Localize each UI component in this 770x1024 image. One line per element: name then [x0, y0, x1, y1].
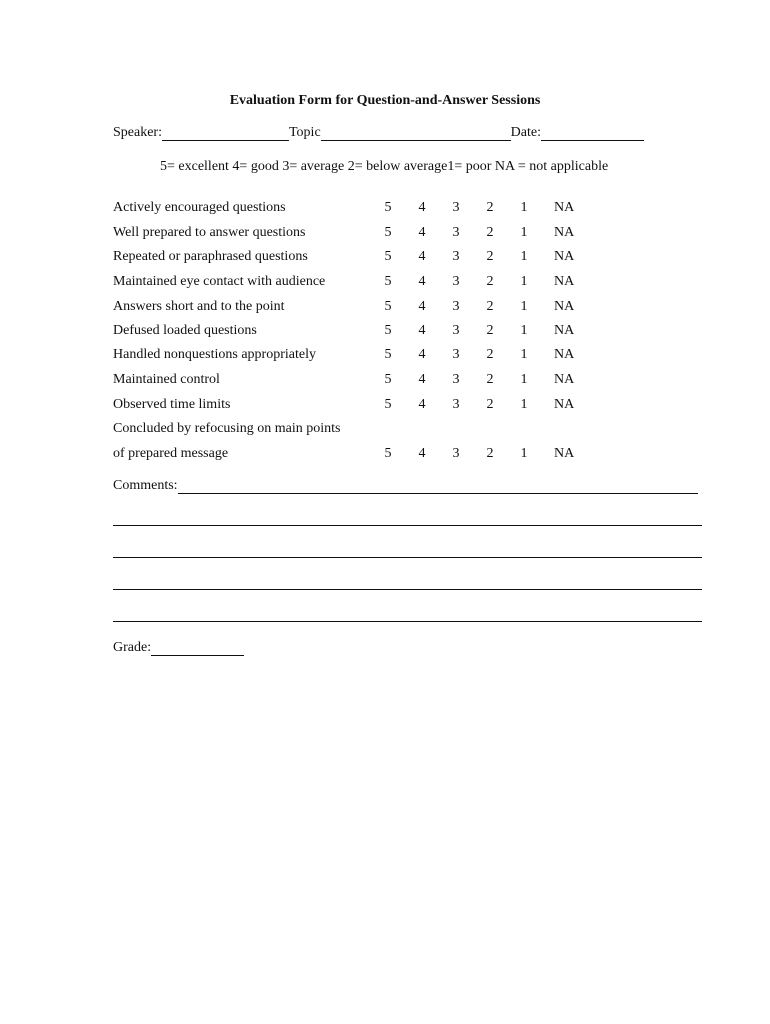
date-label: Date:	[510, 125, 541, 140]
rating-option-1[interactable]: 1	[520, 372, 528, 387]
rating-option-na[interactable]: NA	[554, 397, 575, 412]
rating-option-1[interactable]: 1	[520, 249, 528, 264]
question-text: Answers short and to the point	[113, 299, 285, 314]
rating-option-3[interactable]: 3	[452, 446, 460, 461]
rating-option-5[interactable]: 5	[384, 299, 392, 314]
rating-option-3[interactable]: 3	[452, 225, 460, 240]
rating-option-5[interactable]: 5	[384, 397, 392, 412]
rating-scale-legend: 5= excellent 4= good 3= average 2= below average1= poor NA = not applicable	[160, 159, 609, 174]
rating-option-3[interactable]: 3	[452, 323, 460, 338]
rating-option-2[interactable]: 2	[486, 397, 494, 412]
rating-option-na[interactable]: NA	[554, 274, 575, 289]
rating-option-4[interactable]: 4	[418, 397, 426, 412]
rating-option-4[interactable]: 4	[418, 446, 426, 461]
comments-line[interactable]	[113, 621, 702, 622]
rating-option-5[interactable]: 5	[384, 372, 392, 387]
rating-option-5[interactable]: 5	[384, 249, 392, 264]
grade-label: Grade:	[113, 640, 152, 655]
comments-label: Comments:	[113, 478, 178, 493]
rating-option-2[interactable]: 2	[486, 299, 494, 314]
comments-line[interactable]	[113, 557, 702, 558]
question-text: Observed time limits	[113, 397, 231, 412]
rating-option-na[interactable]: NA	[554, 225, 575, 240]
rating-option-3[interactable]: 3	[452, 397, 460, 412]
question-text: Handled nonquestions appropriately	[113, 347, 316, 362]
question-text: Well prepared to answer questions	[113, 225, 306, 240]
rating-option-1[interactable]: 1	[520, 200, 528, 215]
question-text: Maintained control	[113, 372, 220, 387]
header-fields	[113, 125, 644, 141]
rating-option-3[interactable]: 3	[452, 274, 460, 289]
question-text: of prepared message	[113, 446, 229, 461]
rating-option-na[interactable]: NA	[554, 372, 575, 387]
speaker-field[interactable]	[162, 125, 289, 141]
comments-line[interactable]	[113, 525, 702, 526]
rating-option-4[interactable]: 4	[418, 299, 426, 314]
rating-option-4[interactable]: 4	[418, 274, 426, 289]
rating-option-4[interactable]: 4	[418, 323, 426, 338]
rating-option-5[interactable]: 5	[384, 225, 392, 240]
rating-option-2[interactable]: 2	[486, 225, 494, 240]
rating-option-1[interactable]: 1	[520, 323, 528, 338]
topic-field[interactable]	[321, 125, 511, 141]
date-field[interactable]	[541, 125, 644, 141]
rating-option-2[interactable]: 2	[486, 274, 494, 289]
rating-option-5[interactable]: 5	[384, 323, 392, 338]
rating-option-na[interactable]: NA	[554, 446, 575, 461]
question-text: Repeated or paraphrased questions	[113, 249, 308, 264]
rating-option-3[interactable]: 3	[452, 200, 460, 215]
rating-option-2[interactable]: 2	[486, 200, 494, 215]
form-title: Evaluation Form for Question-and-Answer Sessions	[229, 93, 541, 108]
rating-option-1[interactable]: 1	[520, 347, 528, 362]
rating-option-5[interactable]: 5	[384, 347, 392, 362]
rating-option-3[interactable]: 3	[452, 249, 460, 264]
comments-line[interactable]	[113, 589, 702, 590]
rating-option-2[interactable]: 2	[486, 372, 494, 387]
rating-option-1[interactable]: 1	[520, 225, 528, 240]
rating-option-1[interactable]: 1	[520, 274, 528, 289]
grade-section	[113, 640, 244, 656]
rating-option-5[interactable]: 5	[384, 200, 392, 215]
rating-option-5[interactable]: 5	[384, 274, 392, 289]
rating-option-4[interactable]: 4	[418, 347, 426, 362]
rating-option-2[interactable]: 2	[486, 446, 494, 461]
rating-option-1[interactable]: 1	[520, 299, 528, 314]
rating-option-4[interactable]: 4	[418, 225, 426, 240]
rating-option-3[interactable]: 3	[452, 299, 460, 314]
question-text: Concluded by refocusing on main points	[113, 421, 341, 436]
comments-section	[113, 478, 698, 494]
speaker-label: Speaker:	[113, 125, 162, 140]
rating-option-1[interactable]: 1	[520, 446, 528, 461]
rating-option-4[interactable]: 4	[418, 200, 426, 215]
topic-label: Topic	[288, 125, 321, 140]
rating-option-3[interactable]: 3	[452, 372, 460, 387]
question-text: Actively encouraged questions	[113, 200, 286, 215]
rating-option-2[interactable]: 2	[486, 249, 494, 264]
rating-option-4[interactable]: 4	[418, 372, 426, 387]
rating-option-4[interactable]: 4	[418, 249, 426, 264]
comments-field[interactable]	[178, 478, 698, 494]
question-text: Maintained eye contact with audience	[113, 274, 326, 289]
rating-option-5[interactable]: 5	[384, 446, 392, 461]
rating-option-na[interactable]: NA	[554, 323, 575, 338]
rating-option-3[interactable]: 3	[452, 347, 460, 362]
question-text: Defused loaded questions	[113, 323, 257, 338]
rating-option-na[interactable]: NA	[554, 299, 575, 314]
rating-option-2[interactable]: 2	[486, 347, 494, 362]
rating-option-2[interactable]: 2	[486, 323, 494, 338]
rating-option-na[interactable]: NA	[554, 347, 575, 362]
rating-option-na[interactable]: NA	[554, 200, 575, 215]
rating-option-1[interactable]: 1	[520, 397, 528, 412]
rating-option-na[interactable]: NA	[554, 249, 575, 264]
grade-field[interactable]	[151, 640, 244, 656]
